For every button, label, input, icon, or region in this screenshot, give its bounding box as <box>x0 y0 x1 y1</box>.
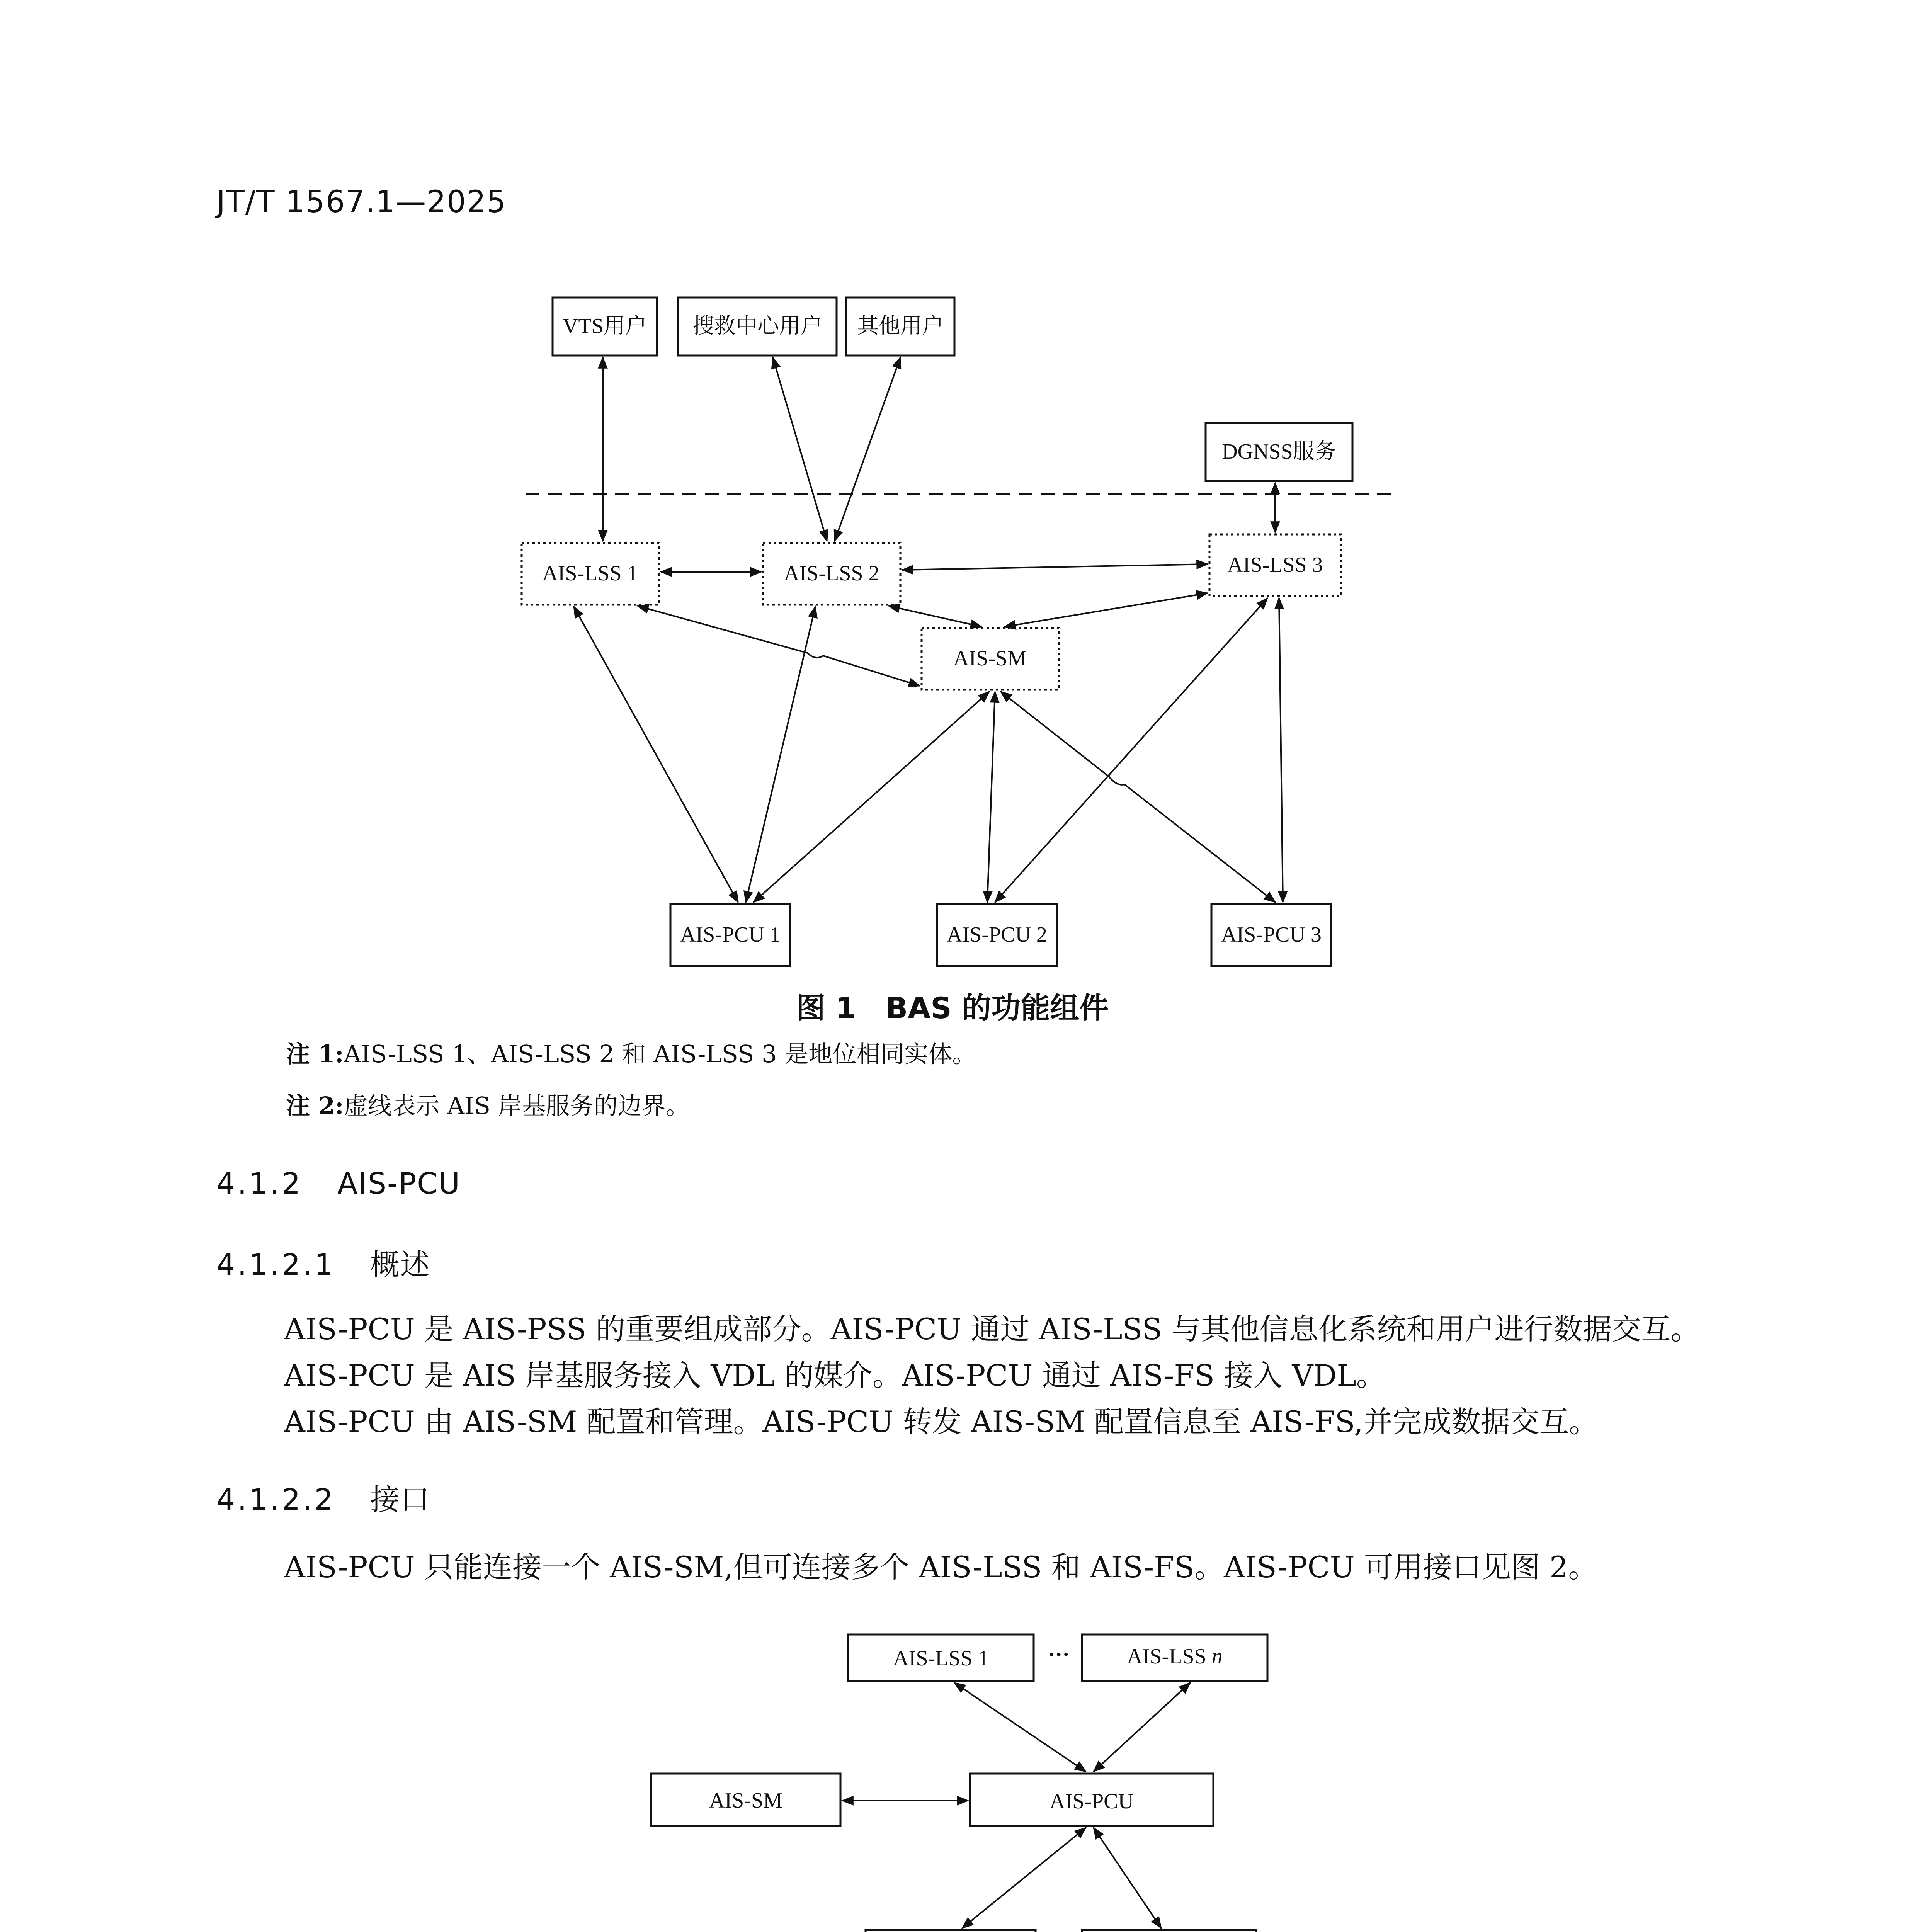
section-title: 概述 <box>370 1247 430 1282</box>
overview-paragraph-2: AIS-PCU 是 AIS 岸基服务接入 VDL 的媒介。AIS-PCU 通过 AIS-FS 接入 VDL。 <box>284 1358 1386 1393</box>
fig2-ais-sm-label: AIS-SM <box>709 1789 782 1813</box>
other-user-label: 其他用户 <box>857 314 944 338</box>
lss-n-var: n <box>1211 1645 1223 1668</box>
ais-pcu-1-label: AIS-PCU 1 <box>680 923 781 947</box>
figure-1-caption: 图 1 BAS 的功能组件 <box>796 991 1109 1025</box>
section-number: 4.1.2.2 <box>216 1482 335 1517</box>
note-1-label: 注 1: <box>286 1040 344 1068</box>
sar-center-user-label: 搜救中心用户 <box>692 314 822 338</box>
standard-number-header: JT/T 1567.1—2025 <box>216 185 507 219</box>
ais-sm-label: AIS-SM <box>953 646 1027 670</box>
note-2-text: 虚线表示 AIS 岸基服务的边界。 <box>344 1092 690 1120</box>
note-2-label: 注 2: <box>286 1092 344 1120</box>
interface-paragraph: AIS-PCU 只能连接一个 AIS-SM,但可连接多个 AIS-LSS 和 AIS-FS。AIS-PCU 可用接口见图 2。 <box>284 1550 1598 1584</box>
dgnss-service-label: DGNSS服务 <box>1222 440 1336 464</box>
fig2-arrow-lssn-pcu <box>1094 1683 1190 1772</box>
section-title: AIS-PCU <box>337 1166 461 1201</box>
fig2-ais-fs-1-box <box>866 1930 1036 1932</box>
fig2-arrow-pcu-fs1 <box>962 1828 1086 1928</box>
ais-lss-1-label: AIS-LSS 1 <box>542 561 638 585</box>
fig2-ais-lss-1-label: AIS-LSS 1 <box>893 1646 989 1670</box>
fig2-arrow-lss1-pcu <box>954 1683 1086 1772</box>
fig2-arrow-pcu-fsn <box>1094 1828 1161 1928</box>
fig2-ais-lss-n-label <box>1127 1645 1222 1668</box>
overview-paragraph-1: AIS-PCU 是 AIS-PSS 的重要组成部分。AIS-PCU 通过 AIS-LSS 与其他信息化系统和用户进行数据交互。 <box>284 1312 1700 1346</box>
lss-n-prefix: AIS-LSS <box>1127 1645 1212 1668</box>
section-title: 接口 <box>370 1482 430 1517</box>
ais-lss-2-label: AIS-LSS 2 <box>784 561 879 585</box>
ais-pcu-3-label: AIS-PCU 3 <box>1221 923 1322 947</box>
fig2-ais-pcu-label: AIS-PCU <box>1050 1789 1134 1813</box>
ais-pcu-2-label: AIS-PCU 2 <box>947 923 1047 947</box>
ais-lss-3-label: AIS-LSS 3 <box>1227 553 1323 577</box>
vts-user-label: VTS用户 <box>563 314 647 338</box>
note-1-text: AIS-LSS 1、AIS-LSS 2 和 AIS-LSS 3 是地位相同实体。 <box>344 1040 976 1068</box>
section-number: 4.1.2.1 <box>216 1247 335 1282</box>
fig2-ais-fs-n-box <box>1082 1930 1256 1932</box>
overview-paragraph-3: AIS-PCU 由 AIS-SM 配置和管理。AIS-PCU 转发 AIS-SM 配置信息至 AIS-FS,并完成数据交互。 <box>284 1405 1598 1439</box>
fig2-lss-ellipsis: ··· <box>1048 1643 1070 1667</box>
section-number: 4.1.2 <box>216 1166 303 1201</box>
